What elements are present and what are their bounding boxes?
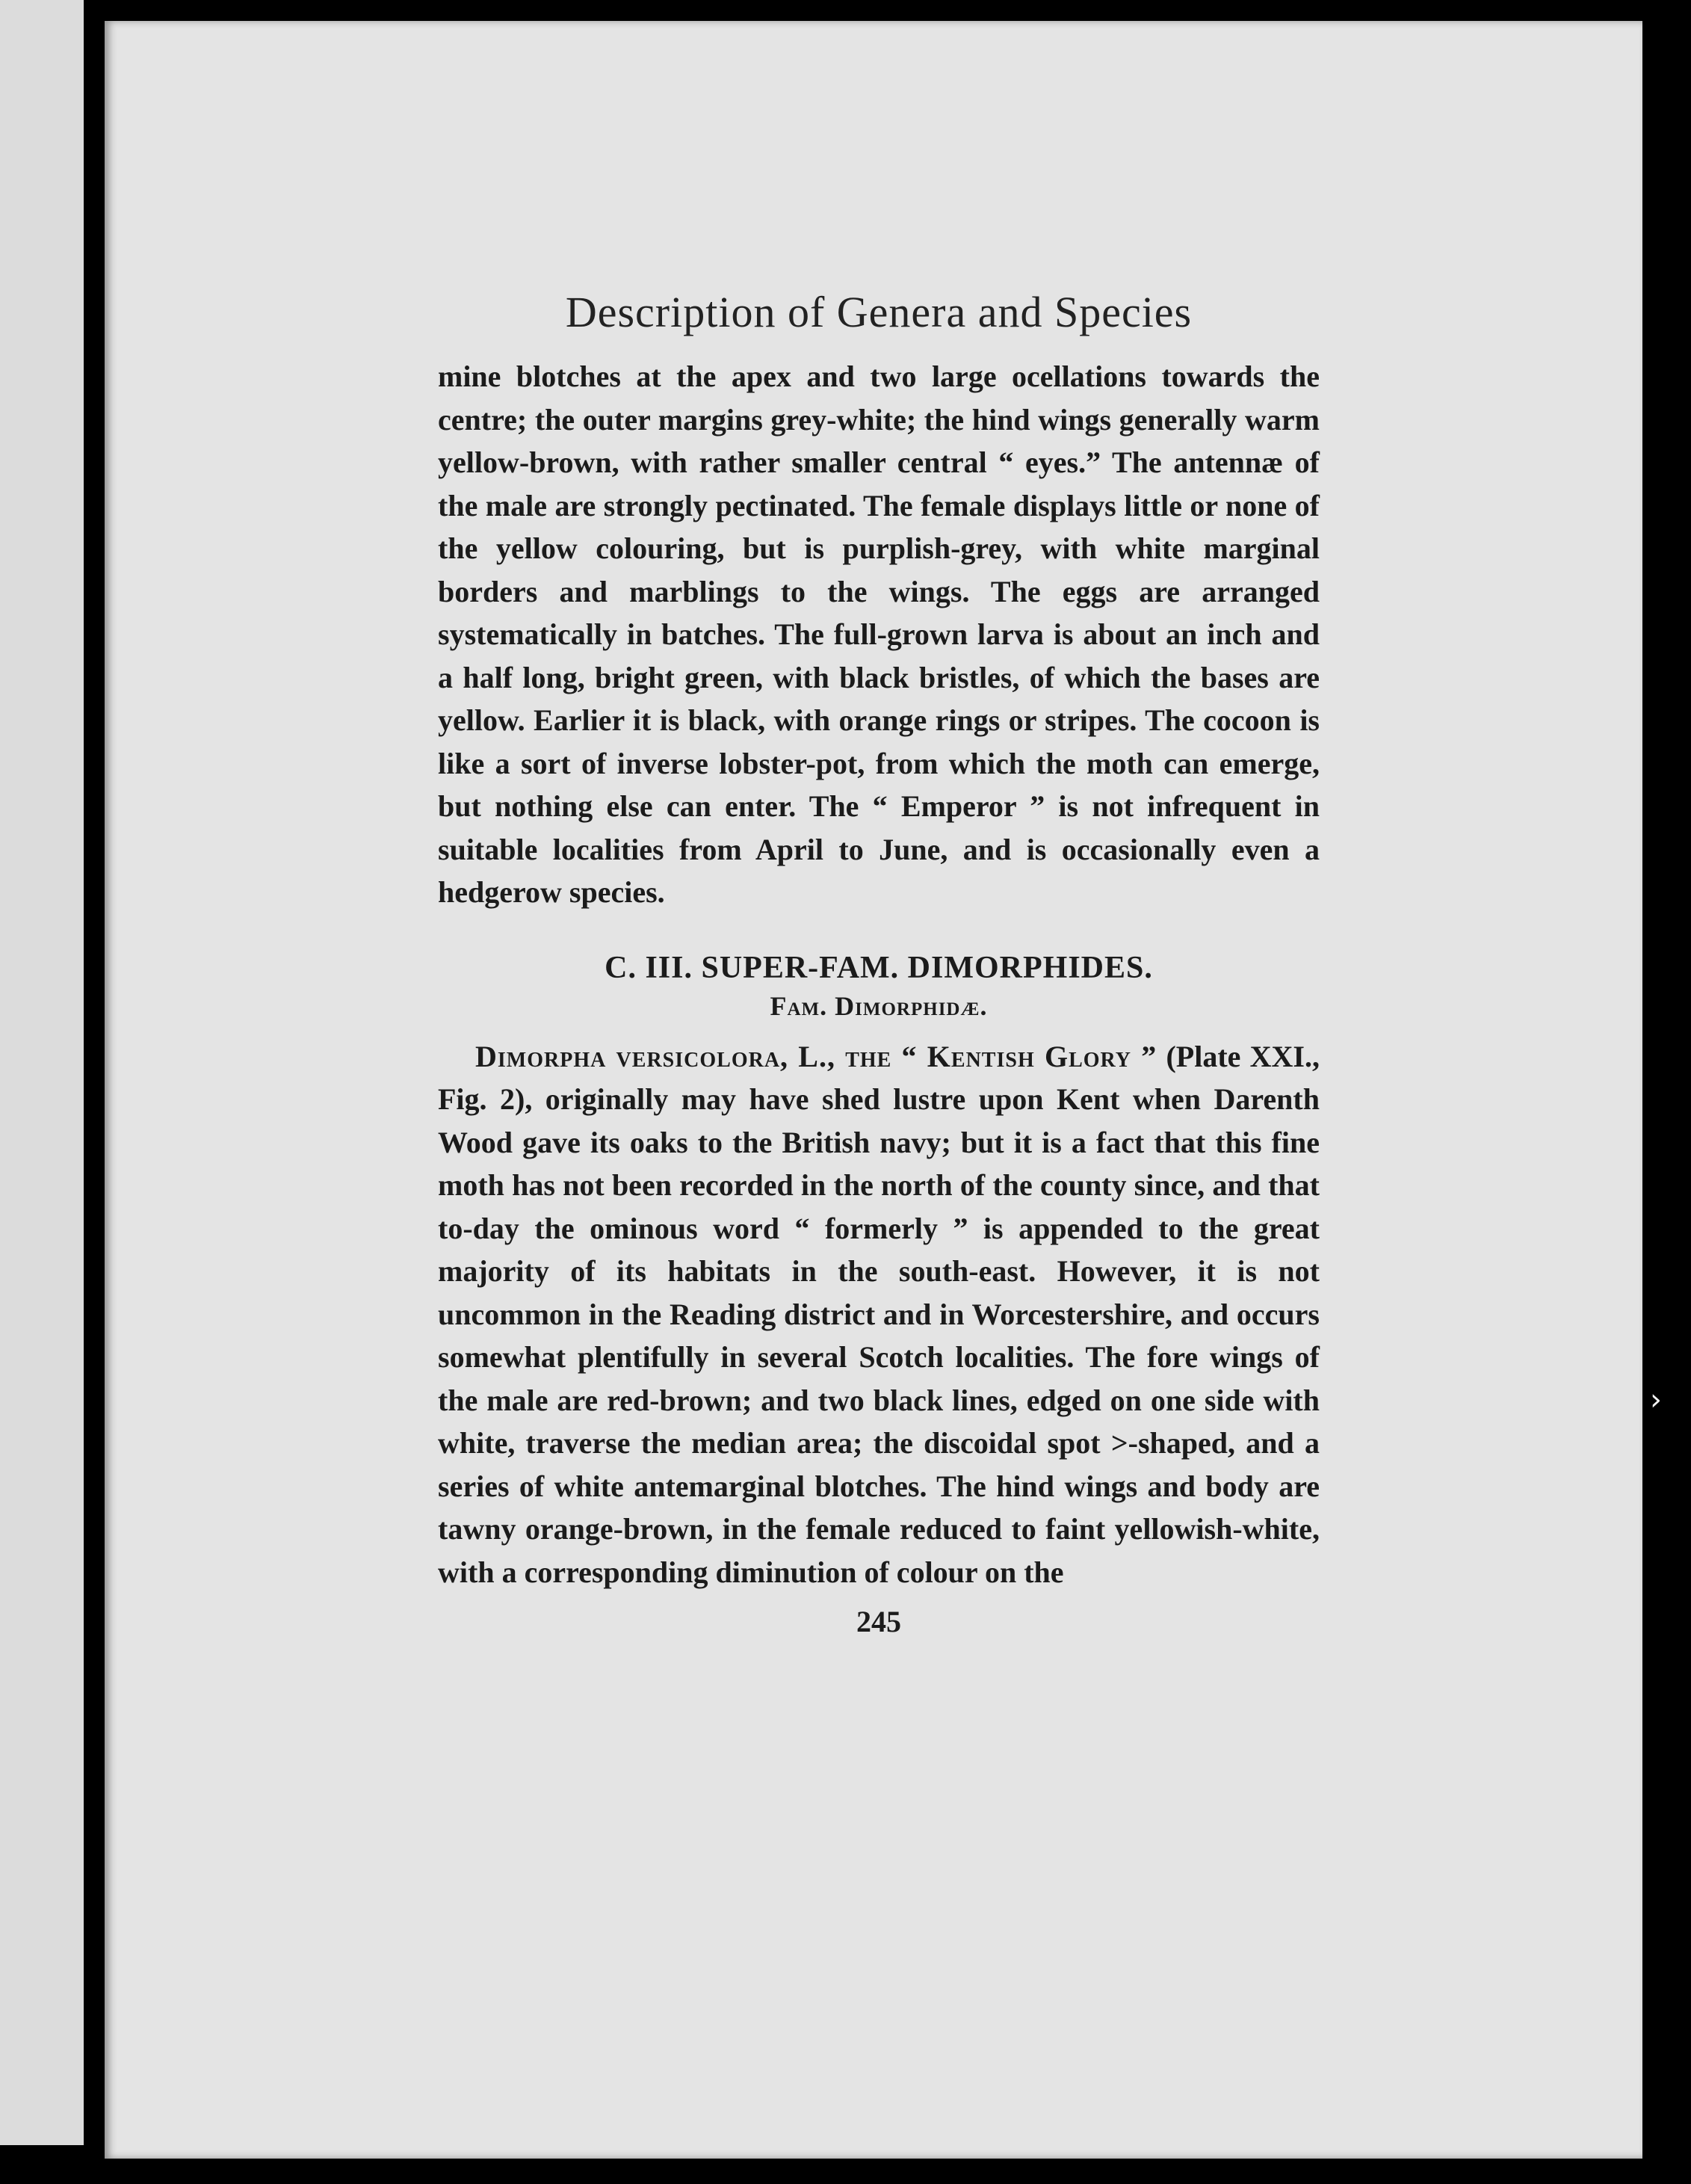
species-paragraph [438,1035,1320,1594]
paragraph-continued: mine blotches at the apex and two large ocellations towards the centre; the outer margins grey-white; the hind wings generally warm yellow-brown, with rather smaller central “ eyes.” The antennæ of the male are strongly pectinated. The female displays little or none of the yellow colouring, but is purplish-grey, with white marginal borders and marblings to the wings. The eggs are arranged systematically in batches. The full-grown larva is about an inch and a half long, bright green, with black bristles, of which the bases are yellow. Earlier it is black, with orange rings or stripes. The cocoon is like a sort of inverse lobster-pot, from which the moth can emerge, but nothing else can enter. The “ Emperor ” is not infrequent in suitable localities from April to June, and is occasionally even a hedgerow species. [438,360,1320,909]
left-page-edge [0,0,84,2145]
running-head: Description of Genera and Species [565,288,1193,336]
text-block [438,287,1320,1639]
book-page [105,21,1642,2159]
family-heading: Fam. Dimorphidæ. [770,990,988,1021]
edge-mark: › [1650,1383,1662,1417]
page-number: 245 [856,1605,901,1638]
section-heading: C. III. SUPER-FAM. DIMORPHIDES. [605,950,1153,985]
species-lead: Dimorpha versicolora, L., the “ Kentish Glory ” [475,1039,1157,1073]
species-description: (Plate XXI., Fig. 2), originally may have shed lustre upon Kent when Darenth Wood gave its oaks to the British navy; but it is a fact that this fine moth has not been recorded in the north of the county since, and that to-day the ominous word “ formerly ” is appended to the great majority of its habitats in the south-east. However, it is not uncommon in the Reading district and in Worcestershire, and occurs somewhat plentifully in several Scotch localities. The fore wings of the male are red-brown; and two black lines, edged on one side with white, traverse the median area; the discoidal spot >-shaped, and a series of white antemarginal blotches. The hind wings and body are tawny orange-brown, in the female reduced to faint yellowish-white, with a corresponding diminution of colour on the [438,1039,1320,1589]
